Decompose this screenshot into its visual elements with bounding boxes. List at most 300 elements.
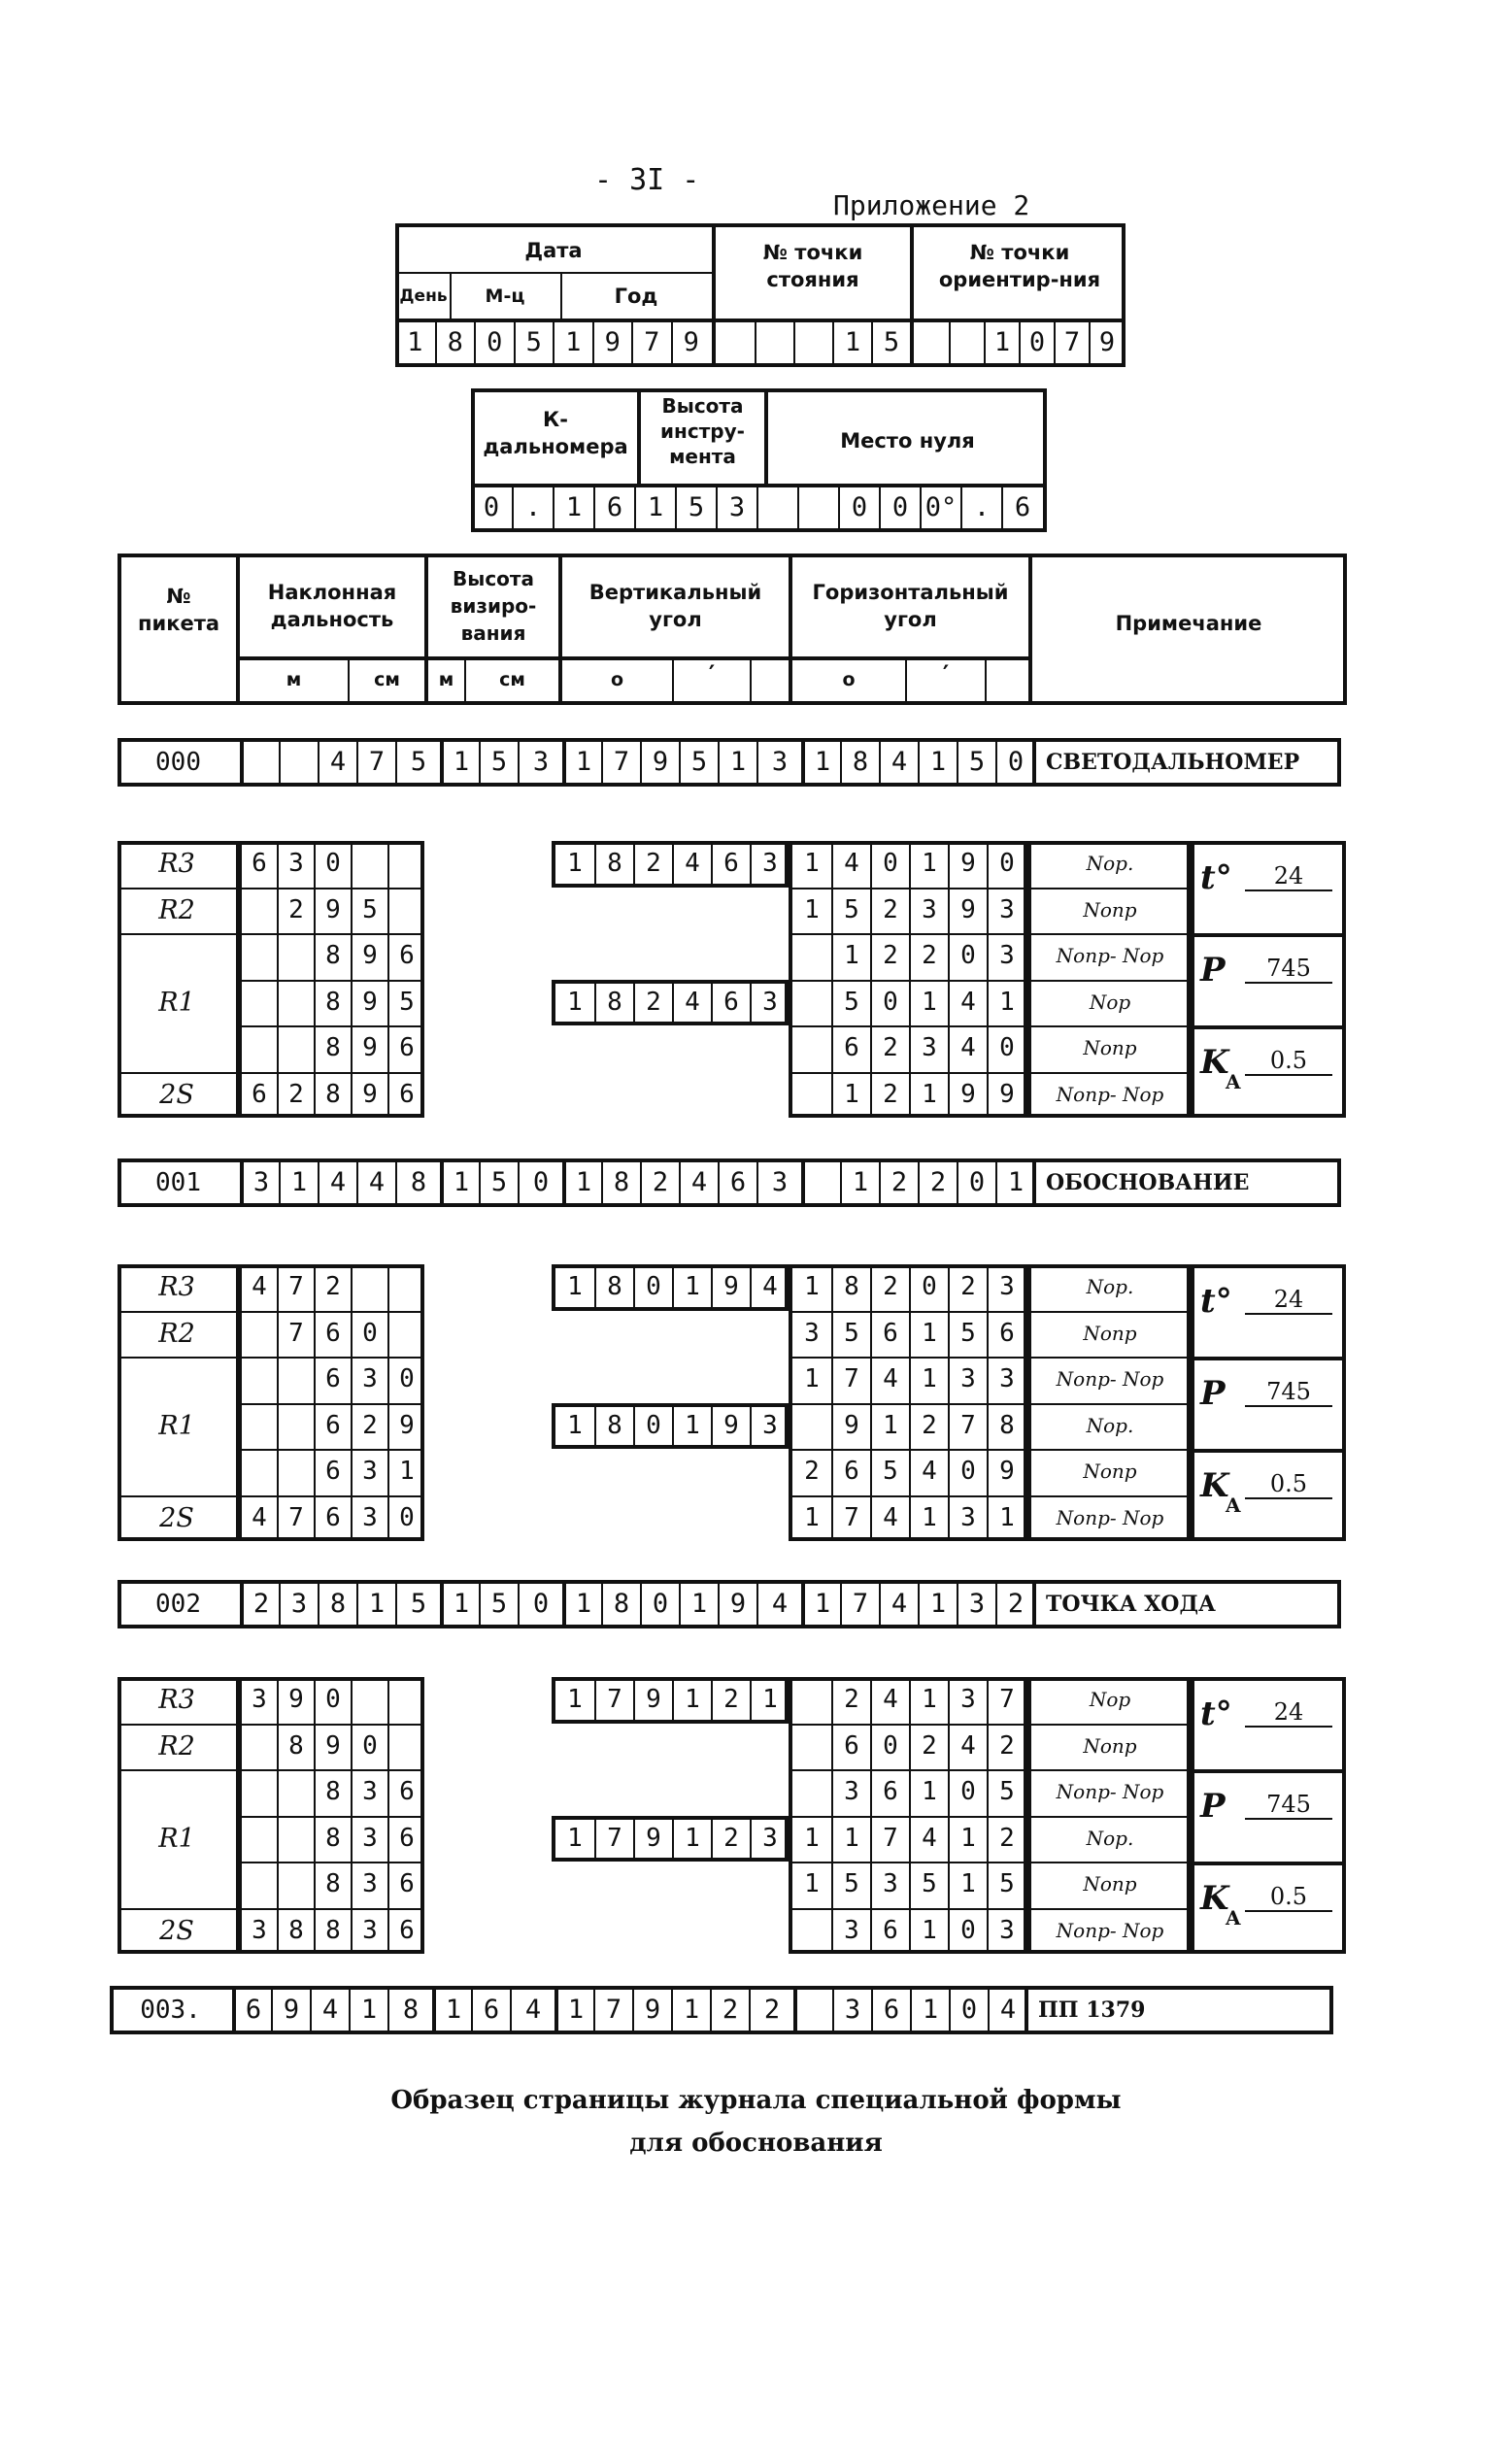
row-digit (279, 742, 318, 783)
distance-digit: 8 (314, 1025, 351, 1072)
distance-digit: 5 (351, 888, 387, 934)
distance-digit: 8 (314, 933, 351, 980)
horizontal-digit: 2 (870, 1025, 909, 1072)
row-digit: 6 (718, 1162, 756, 1203)
instrument-digit: 3 (716, 487, 756, 528)
row-digit: 0 (949, 1990, 988, 2030)
horizontal-digit: 5 (831, 980, 870, 1026)
row-digit: 3 (957, 1584, 995, 1625)
distance-digit: 9 (351, 1072, 387, 1119)
vertical-digit: 7 (594, 1677, 633, 1724)
note-divider (1032, 1158, 1036, 1207)
n-note: Nопр- Nор (1056, 1082, 1164, 1106)
row-digit: 1 (918, 742, 957, 783)
row-digit: 3 (279, 1584, 318, 1625)
k-subscript: A (1226, 1493, 1241, 1517)
horizontal-digit: 5 (831, 1862, 870, 1908)
date-header: Дата (524, 239, 583, 262)
vertical-digit: 1 (567, 1685, 583, 1714)
distance-digit: 6 (314, 1403, 351, 1450)
station-digit: 1 (832, 322, 871, 363)
horizontal-digit: 3 (948, 1677, 987, 1724)
date-digit: 9 (671, 322, 711, 363)
instrument-digit: . (512, 487, 553, 528)
distance-digit: 0 (387, 1495, 424, 1542)
note-divider (1032, 738, 1036, 787)
row-digit: 1 (279, 1162, 318, 1203)
horizontal-digit: 2 (909, 1403, 948, 1450)
rangefinder-header: К-дальномера (483, 408, 628, 458)
distance-digit (387, 888, 424, 934)
instrument-digit: 6 (593, 487, 634, 528)
horizontal-digit: 0 (909, 1264, 948, 1311)
k-coefficient-symbol: K (1200, 1466, 1229, 1505)
horizontal-digit: 1 (909, 1311, 948, 1358)
horizontal-digit (792, 1025, 831, 1072)
row-digit: 7 (840, 1584, 879, 1625)
n-note: Nопр (1083, 897, 1137, 922)
pressure-symbol: P (1200, 951, 1226, 990)
horizontal-digit: 4 (831, 841, 870, 888)
row-digit: 6 (871, 1990, 910, 2030)
distance-digit (387, 841, 424, 888)
distance-digit: 0 (314, 1677, 351, 1724)
distance-digit (240, 1311, 277, 1358)
distance-digit (387, 1311, 424, 1358)
horizontal-digit: 4 (948, 980, 987, 1026)
row-digit: 0 (957, 1162, 995, 1203)
horizontal-digit: 1 (870, 1403, 909, 1450)
horizontal-digit: 1 (804, 1502, 820, 1532)
row-digit: 1 (440, 742, 479, 783)
distance-digit (277, 1769, 314, 1816)
row-digit: 4 (879, 742, 918, 783)
row-digit: 3 (518, 742, 562, 783)
horizontal-digit (792, 1403, 831, 1450)
date-digit: 1 (553, 322, 592, 363)
range-label: R2 (158, 894, 195, 925)
distance-digit (240, 1862, 277, 1908)
distance-digit: 8 (277, 1724, 314, 1770)
date-digit: 8 (435, 322, 475, 363)
row-digit: 9 (632, 1990, 671, 2030)
caption-line-1: Образец страницы журнала специальной формы (390, 2086, 1122, 2115)
horizontal-digit: 5 (909, 1862, 948, 1908)
horizontal-digit: 2 (909, 1724, 948, 1770)
n-note: Nор. (1086, 1275, 1134, 1298)
row-digit: 1 (910, 1990, 949, 2030)
row-digit: 4 (318, 1162, 356, 1203)
horizontal-digit: 1 (804, 1364, 820, 1393)
date-digit: 9 (592, 322, 632, 363)
distance-digit: 0 (351, 1724, 387, 1770)
vertical-digit: 4 (750, 1264, 789, 1311)
row-digit: 8 (318, 1584, 356, 1625)
orient-digits (914, 322, 1124, 363)
horizontal-digit: 3 (909, 1025, 948, 1072)
distance-digit (277, 980, 314, 1026)
horizontal-digit: 1 (831, 933, 870, 980)
n-note: Nопр (1083, 1733, 1137, 1758)
distance-digit: 2 (277, 1072, 314, 1119)
horizontal-digit (792, 980, 831, 1026)
station-header: № точки стояния (762, 241, 863, 291)
horizontal-digit: 3 (948, 1357, 987, 1403)
distance-digit: 0 (351, 1311, 387, 1358)
instrument-digit (756, 487, 797, 528)
row-digit: 0 (518, 1584, 562, 1625)
distance-digit (240, 1025, 277, 1072)
temperature-value: 24 (1245, 862, 1332, 891)
row-digit: 2 (918, 1162, 957, 1203)
distance-digit (240, 933, 277, 980)
row-digit: 5 (395, 1584, 440, 1625)
vertical-digit: 6 (711, 980, 750, 1026)
horizontal-digit: 1 (987, 980, 1025, 1026)
vertical-digit: 4 (672, 841, 711, 888)
row-digit (793, 1990, 832, 2030)
picket-id: 000 (155, 748, 201, 777)
horizontal-digit: 1 (948, 1862, 987, 1908)
vertical-digit: 8 (594, 980, 633, 1026)
horizontal-digit: 9 (948, 888, 987, 934)
row-digit: 5 (957, 742, 995, 783)
range-label: R3 (158, 1685, 195, 1715)
date-digit: 7 (631, 322, 671, 363)
row-digit: 9 (718, 1584, 756, 1625)
pressure-value: 745 (1245, 1378, 1332, 1407)
vertical-digit: 4 (672, 980, 711, 1026)
station-digits (716, 322, 910, 363)
distance-digit: 6 (314, 1495, 351, 1542)
instrument-digit: 0 (483, 492, 500, 522)
instrument-digit (797, 487, 838, 528)
row-line (1191, 1769, 1346, 1773)
instrument-digit: 0° (920, 487, 960, 528)
temperature-symbol: t° (1200, 858, 1232, 897)
pressure-symbol: P (1200, 1787, 1226, 1826)
k-subscript: A (1226, 1906, 1241, 1930)
horizontal-digit: 3 (870, 1862, 909, 1908)
distance-digit: 3 (351, 1495, 387, 1542)
horizontal-digit: 3 (948, 1495, 987, 1542)
horizontal-digit: 1 (909, 1495, 948, 1542)
row-digit: 4 (356, 1162, 395, 1203)
temperature-value: 24 (1245, 1698, 1332, 1728)
horizontal-digit: 3 (987, 933, 1025, 980)
distance-digit: 7 (277, 1311, 314, 1358)
distance-digit: 8 (277, 1908, 314, 1955)
distance-digit: 3 (351, 1357, 387, 1403)
distance-digit: 6 (387, 1072, 424, 1119)
horizontal-digit: 4 (870, 1677, 909, 1724)
distance-digit: 3 (240, 1908, 277, 1955)
row-digit: 2 (640, 1162, 679, 1203)
row-digits (240, 742, 1034, 783)
horizontal-digit: 5 (987, 1769, 1025, 1816)
row-digit: 0 (640, 1584, 679, 1625)
horizontal-digit: 0 (948, 1908, 987, 1955)
instrument-digit: 1 (634, 487, 675, 528)
n-note: Nопр- Nор (1056, 944, 1164, 967)
distance-digit: 3 (351, 1769, 387, 1816)
horizontal-digit: 1 (909, 1677, 948, 1724)
n-note: Nопр- Nор (1056, 1505, 1164, 1529)
row-digit: 4 (879, 1584, 918, 1625)
vertical-digit: 1 (567, 1272, 583, 1301)
k-subscript: A (1226, 1070, 1241, 1093)
row-digit: 4 (756, 1584, 801, 1625)
vertical-digit: 7 (594, 1816, 633, 1863)
distance-digit: 3 (277, 841, 314, 888)
horizontal-digit: 8 (987, 1403, 1025, 1450)
distance-digit (240, 1724, 277, 1770)
range-label: R3 (158, 849, 195, 879)
distance-digit (240, 1769, 277, 1816)
k-coefficient-value: 0.5 (1245, 1047, 1332, 1076)
horizontal-digit: 4 (948, 1724, 987, 1770)
vertical-digit: 2 (633, 980, 672, 1026)
horizontal-digit: 8 (831, 1264, 870, 1311)
horizontal-digit: 3 (987, 1908, 1025, 1955)
row-digit: 1 (562, 1584, 601, 1625)
row-digit: 8 (387, 1990, 432, 2030)
day-header: День (399, 286, 448, 306)
row-digit: 1 (554, 1990, 593, 2030)
horizontal-digit: 2 (831, 1677, 870, 1724)
horizontal-digit: 4 (909, 1816, 948, 1863)
horizontal-digit: 4 (948, 1025, 987, 1072)
vertical-digit: 1 (567, 849, 583, 878)
month-header: М-ц (485, 285, 525, 307)
horizontal-digit: 1 (909, 980, 948, 1026)
distance-digit: 6 (240, 1072, 277, 1119)
row-digit: 1 (432, 1990, 471, 2030)
horizontal-digit: 1 (909, 841, 948, 888)
horizontal-digit: 0 (987, 841, 1025, 888)
orient-digit: 9 (1089, 322, 1124, 363)
horizontal-digit: 6 (831, 1724, 870, 1770)
orient-header: № точки ориентир-ния (938, 241, 1101, 291)
horizontal-digit: 1 (909, 1072, 948, 1119)
range-label: R2 (158, 1730, 195, 1762)
horizontal-digit: 1 (804, 1869, 820, 1898)
distance-digit: 8 (314, 980, 351, 1026)
horizontal-digit: 7 (870, 1816, 909, 1863)
distance-digit (351, 1677, 387, 1724)
distance-digit: 2 (314, 1264, 351, 1311)
distance-digit: 6 (314, 1449, 351, 1495)
row-digit: 6 (471, 1990, 510, 2030)
distance-digit (351, 841, 387, 888)
row-digit: 1 (995, 1162, 1034, 1203)
unit-m-2: м (438, 669, 454, 690)
horizontal-digit: 2 (870, 1264, 909, 1311)
vertical-digit: 3 (750, 841, 789, 888)
row-digit: 6 (232, 1990, 271, 2030)
horizontal-digit: 0 (948, 933, 987, 980)
range-label: R1 (158, 1410, 195, 1441)
horizontal-digit: 4 (909, 1449, 948, 1495)
sight-height-header: Высота визиро-вания (450, 567, 537, 645)
row-digit: 8 (840, 742, 879, 783)
row-digit: 2 (710, 1990, 749, 2030)
distance-digit (240, 888, 277, 934)
pressure-value: 745 (1245, 955, 1332, 984)
horizontal-digit: 3 (987, 1264, 1025, 1311)
distance-digit: 5 (387, 980, 424, 1026)
vertical-digit: 3 (750, 980, 789, 1026)
distance-digit: 6 (387, 1908, 424, 1955)
vertical-digit: 1 (672, 1264, 711, 1311)
horizontal-digit: 6 (987, 1311, 1025, 1358)
date-digit: 1 (407, 327, 423, 357)
horizontal-digit: 0 (870, 1724, 909, 1770)
n-note: Nор. (1086, 1826, 1134, 1850)
horizontal-digit: 1 (831, 1072, 870, 1119)
distance-digit: 6 (387, 1816, 424, 1863)
horizontal-digit: 7 (831, 1357, 870, 1403)
row-line (1191, 1449, 1346, 1453)
vertical-digit: 1 (567, 1823, 583, 1853)
row-digit: 5 (679, 742, 718, 783)
picket-id: 001 (155, 1168, 201, 1197)
horizontal-digit: 1 (804, 1823, 820, 1853)
distance-digit (240, 1357, 277, 1403)
distance-digit: 0 (314, 841, 351, 888)
pressure-symbol: P (1200, 1374, 1226, 1413)
horizontal-digit: 2 (870, 888, 909, 934)
distance-digit: 9 (314, 888, 351, 934)
distance-digit: 6 (387, 1862, 424, 1908)
distance-digit: 9 (314, 1724, 351, 1770)
horizontal-digit: 4 (870, 1495, 909, 1542)
distance-digit (240, 1403, 277, 1450)
unit-cm-2: см (499, 669, 525, 690)
row-digit: 7 (601, 742, 640, 783)
n-note: Nопр (1083, 1872, 1137, 1896)
k-coefficient-value: 0.5 (1245, 1470, 1332, 1499)
row-line (1191, 933, 1346, 937)
distance-digit: 8 (314, 1908, 351, 1955)
instrument-digits (471, 487, 1042, 528)
distance-digit: 8 (314, 1816, 351, 1863)
instrument-digit: 6 (1001, 487, 1042, 528)
row-digit: 8 (601, 1162, 640, 1203)
row-digit: 9 (640, 742, 679, 783)
instrument-digit: 0 (879, 487, 920, 528)
unit-cm-1: см (374, 669, 400, 690)
row-note: СВЕТОДАЛЬНОМЕР (1046, 750, 1300, 775)
caption-line-2: для обоснования (629, 2129, 883, 2158)
instrument-height-header: Высота инстру-мента (660, 394, 745, 468)
distance-digit: 4 (240, 1264, 277, 1311)
horizontal-digit (792, 933, 831, 980)
distance-digit: 6 (387, 1025, 424, 1072)
vertical-digit: 2 (633, 841, 672, 888)
horizontal-digit: 1 (909, 1769, 948, 1816)
horizontal-digit (792, 1908, 831, 1955)
k-coefficient-value: 0.5 (1245, 1883, 1332, 1912)
orient-digit (949, 322, 984, 363)
row-digit: 5 (479, 1162, 518, 1203)
horizontal-angle-header: Горизонтальный угол (812, 581, 1009, 631)
vertical-digit: 8 (594, 841, 633, 888)
horizontal-digit: 3 (831, 1908, 870, 1955)
distance-digit: 8 (314, 1769, 351, 1816)
page-number: - 3I - (594, 163, 700, 197)
date-digit: 0 (474, 322, 514, 363)
row-digit: 1 (679, 1584, 718, 1625)
row-digits (240, 1162, 1034, 1203)
horizontal-digit: 9 (987, 1072, 1025, 1119)
vertical-digit: 9 (633, 1816, 672, 1863)
note-divider (1025, 1986, 1028, 2034)
horizontal-digit: 5 (948, 1311, 987, 1358)
horizontal-digit: 6 (870, 1311, 909, 1358)
row-line (1191, 1025, 1346, 1029)
unit-min-1: ′ (708, 660, 716, 688)
appendix-label: Приложение 2 (833, 189, 1030, 221)
row-digit: 7 (356, 742, 395, 783)
slope-distance-header: Наклонная дальность (267, 581, 397, 631)
distance-digit: 4 (240, 1495, 277, 1542)
row-digit: 1 (840, 1162, 879, 1203)
row-digit: 1 (562, 742, 601, 783)
row-digit: 1 (918, 1584, 957, 1625)
range-label: R1 (158, 1823, 195, 1854)
horizontal-digit: 6 (870, 1908, 909, 1955)
row-digit: 1 (440, 1162, 479, 1203)
distance-digit: 7 (277, 1264, 314, 1311)
instrument-digit: 5 (675, 487, 716, 528)
row-digit: 2 (879, 1162, 918, 1203)
distance-digit: 9 (351, 980, 387, 1026)
orient-digit (914, 322, 949, 363)
horizontal-digit: 0 (948, 1769, 987, 1816)
row-note: ТОЧКА ХОДА (1046, 1592, 1216, 1617)
distance-digit: 0 (387, 1357, 424, 1403)
unit-deg-2: о (842, 669, 856, 690)
vertical-digit: 1 (672, 1677, 711, 1724)
temperature-symbol: t° (1200, 1282, 1232, 1321)
horizontal-digit: 1 (909, 1908, 948, 1955)
note-header: Примечание (1115, 612, 1262, 635)
row-digit: 2 (240, 1584, 279, 1625)
horizontal-digit: 1 (948, 1816, 987, 1863)
n-note: Nопр (1083, 1036, 1137, 1059)
horizontal-digit: 9 (987, 1449, 1025, 1495)
vertical-digit: 6 (711, 841, 750, 888)
row-digit: 1 (671, 1990, 710, 2030)
range-label: R1 (158, 987, 195, 1018)
distance-digit (387, 1264, 424, 1311)
row-digit: 1 (349, 1990, 387, 2030)
horizontal-digit: 7 (831, 1495, 870, 1542)
horizontal-digit: 0 (948, 1449, 987, 1495)
pressure-value: 745 (1245, 1791, 1332, 1820)
row-line (1191, 1862, 1346, 1865)
horizontal-digit: 0 (870, 841, 909, 888)
horizontal-digit: 0 (870, 980, 909, 1026)
row-digit: 1 (562, 1162, 601, 1203)
n-note: Nопр (1083, 1460, 1137, 1483)
vertical-digit: 2 (711, 1816, 750, 1863)
horizontal-digit: 2 (909, 933, 948, 980)
distance-digit (240, 980, 277, 1026)
horizontal-digit: 2 (870, 1072, 909, 1119)
n-note: Nопр- Nор (1056, 1367, 1164, 1391)
